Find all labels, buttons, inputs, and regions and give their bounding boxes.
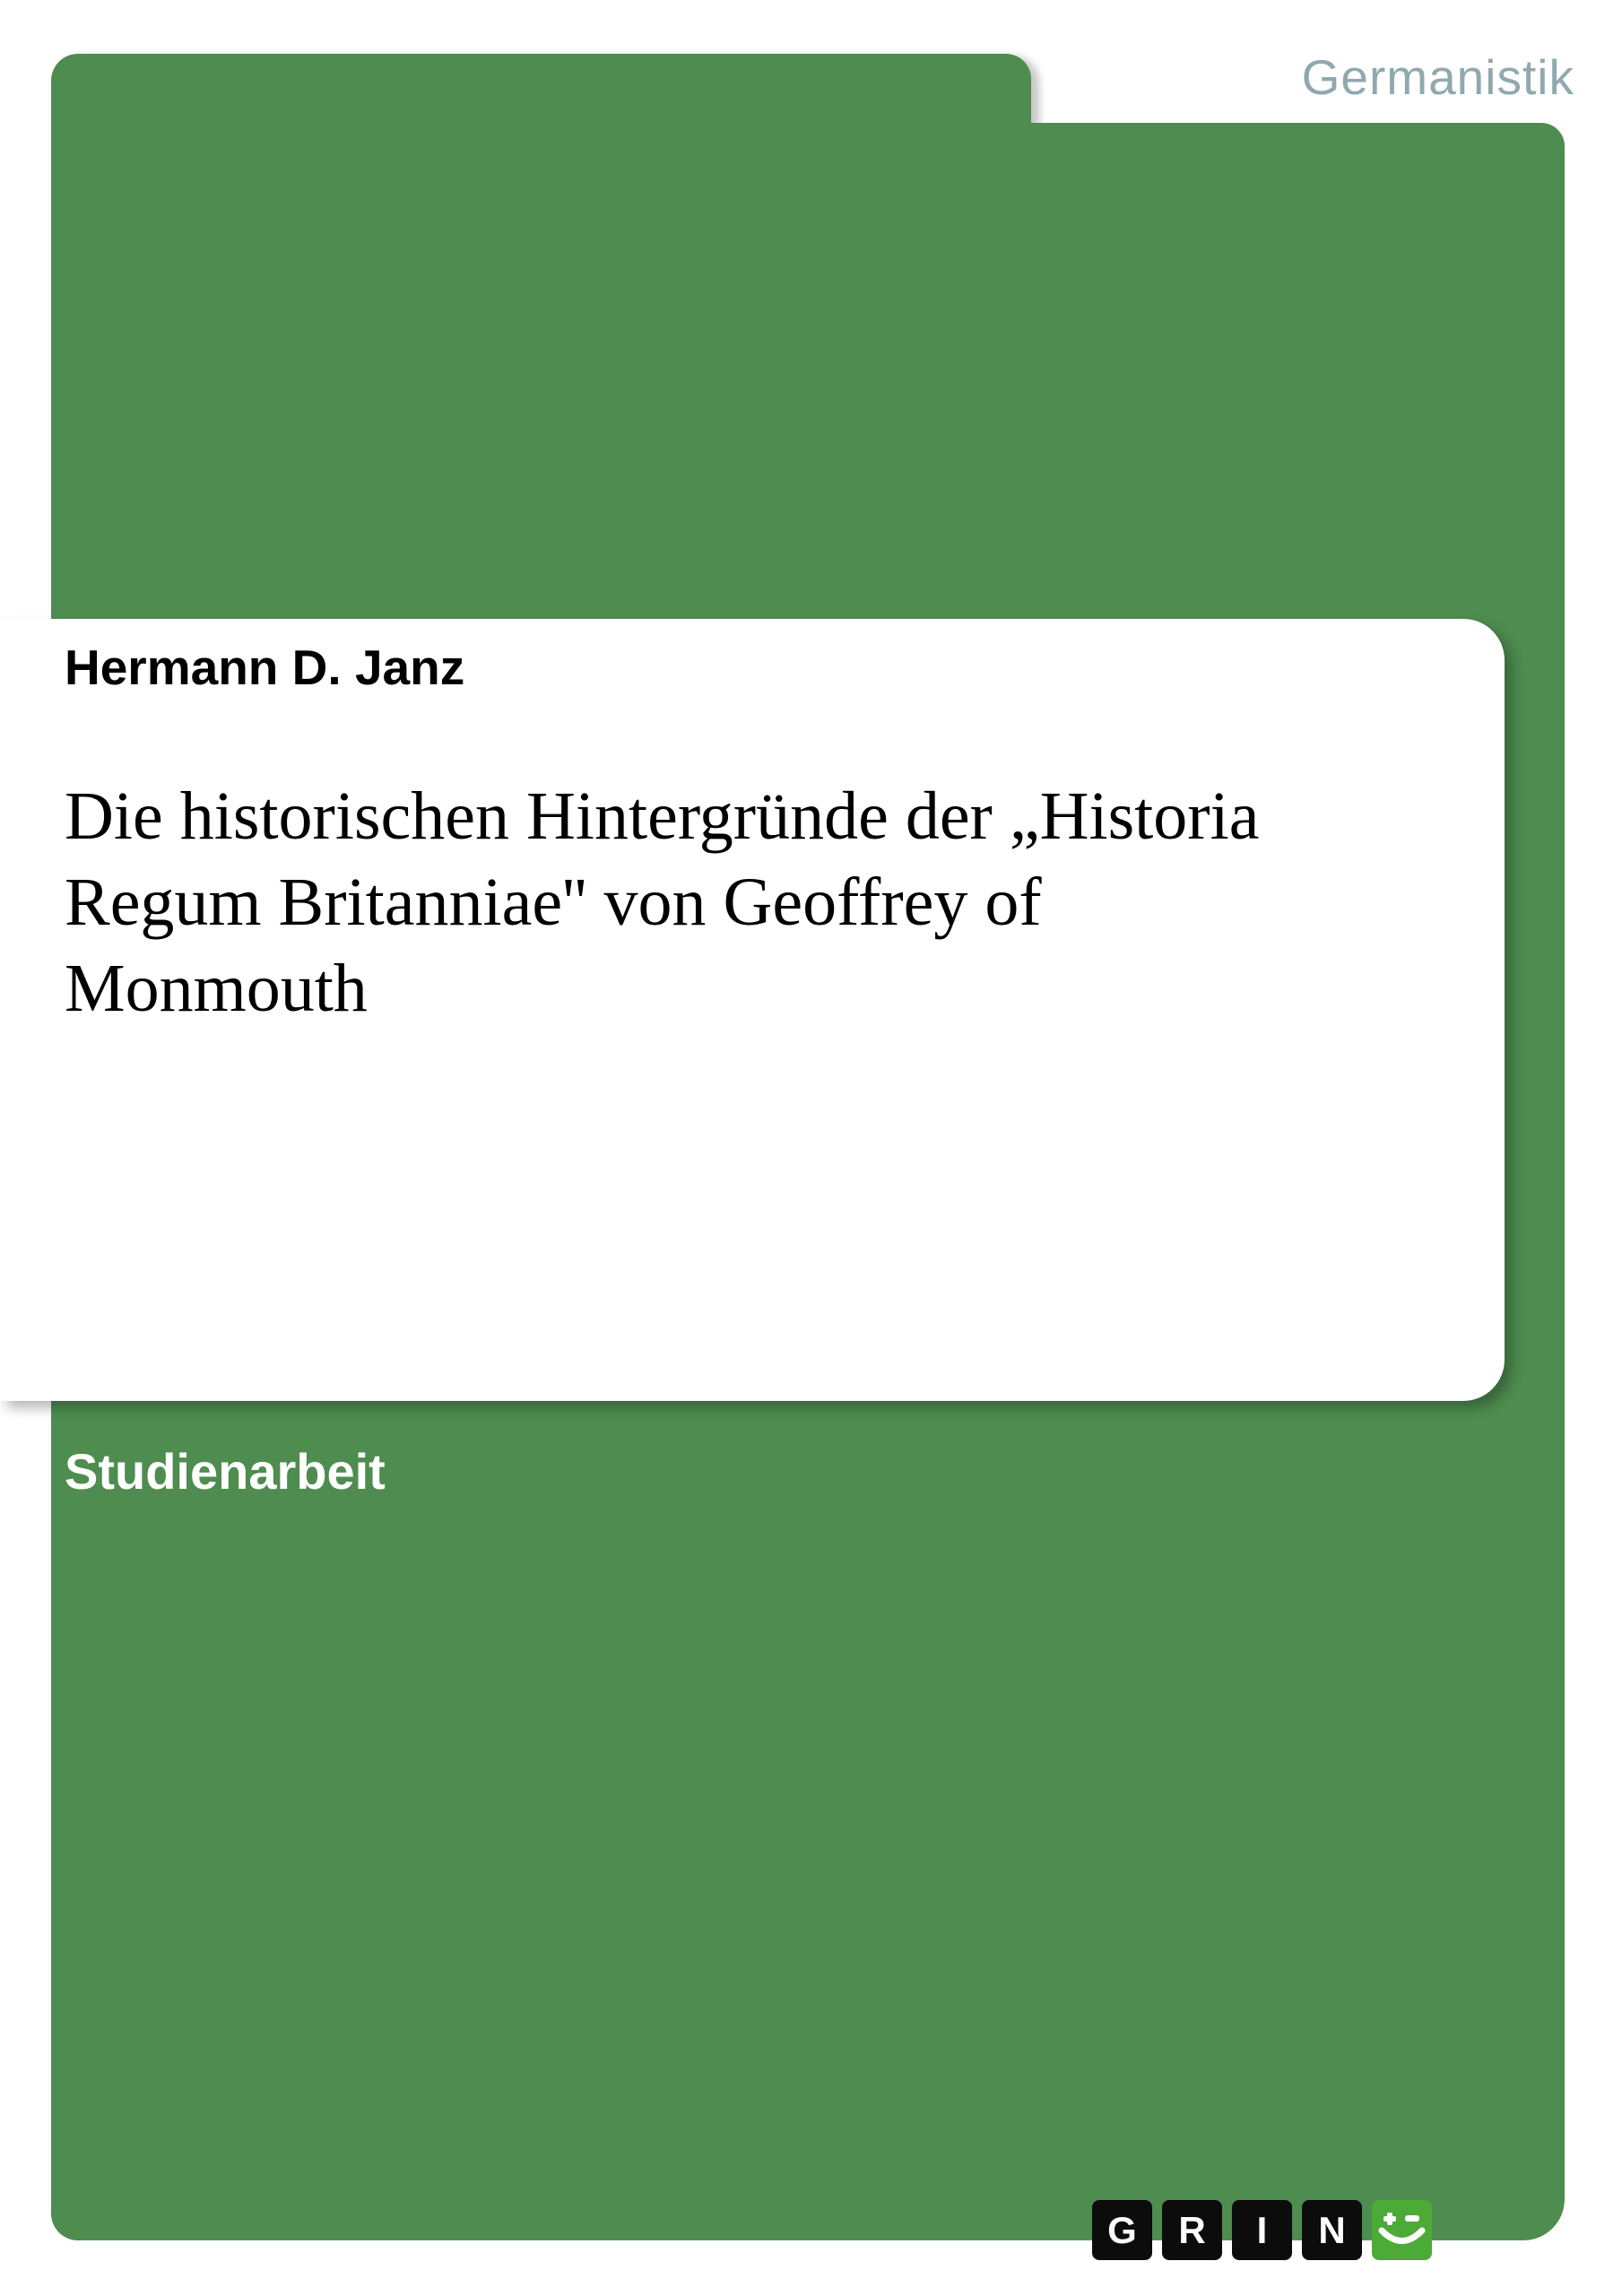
document-type-label: Studienarbeit — [65, 1443, 386, 1500]
author-name: Hermann D. Janz — [65, 639, 465, 695]
grin-logo — [1092, 2200, 1432, 2260]
logo-tile-r: R — [1162, 2200, 1222, 2260]
category-label: Germanistik — [1301, 49, 1574, 105]
logo-tile-g: G — [1092, 2200, 1152, 2260]
book-title — [65, 773, 1481, 1031]
grin-smiley-icon — [1372, 2200, 1432, 2260]
logo-tile-n: N — [1302, 2200, 1362, 2260]
title-line-3: Monmouth — [65, 951, 368, 1026]
logo-tile-i: I — [1232, 2200, 1292, 2260]
title-line-2: Regum Britanniae'' von Geoffrey of — [65, 865, 1042, 940]
title-line-1: Die historischen Hintergründe der „Historia — [65, 778, 1260, 854]
